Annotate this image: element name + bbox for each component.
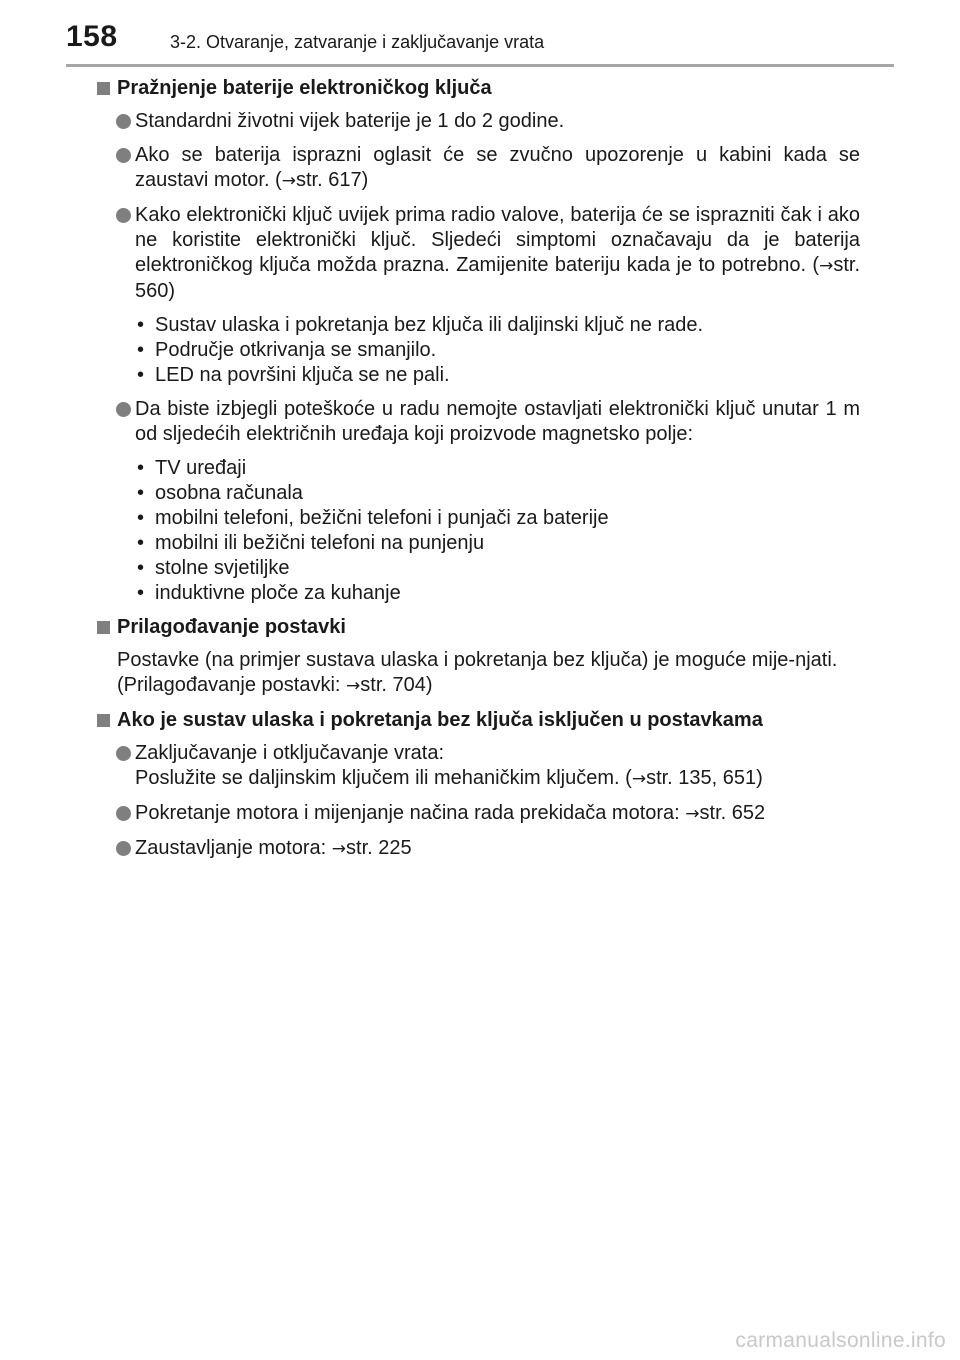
watermark: carmanualsonline.info <box>735 1329 946 1352</box>
item-text: TV uređaji <box>155 457 247 479</box>
square-bullet-icon <box>97 82 110 95</box>
arrow-right-icon: → <box>631 769 647 789</box>
header-divider <box>66 64 894 67</box>
square-bullet-icon <box>97 621 110 634</box>
arrow-right-icon: → <box>685 804 700 824</box>
page-number: 158 <box>66 20 118 53</box>
list-item <box>97 143 860 194</box>
item-text: osobna računala <box>155 482 303 504</box>
list-item <box>135 531 860 556</box>
list-item <box>97 109 860 134</box>
item-text: Da biste izbjegli poteškoće u radu nemojte ostavljati elektronički ključ unutar 1 m od sljedećih električnih uređaja koji proizvode magnetsko polje: <box>135 398 860 445</box>
list-item <box>97 741 860 792</box>
device-list <box>97 456 860 606</box>
page-reference: str. 225 <box>346 837 412 859</box>
settings-paragraph <box>97 648 860 699</box>
page-reference: str. 560) <box>135 254 860 302</box>
list-item <box>135 338 860 363</box>
paragraph-text: Postavke (na primjer sustava ulaska i pokretanja bez ključa) je moguće mije-njati. <box>117 649 838 671</box>
circle-bullet-icon <box>116 402 131 417</box>
bullet-icon: • <box>137 532 145 554</box>
list-item <box>97 801 860 827</box>
item-text: mobilni ili bežični telefoni na punjenju <box>155 532 485 554</box>
page-content <box>97 76 860 871</box>
bullet-icon: • <box>137 339 145 361</box>
list-item <box>135 363 860 388</box>
item-text: stolne svjetiljke <box>155 557 290 579</box>
bullet-icon: • <box>137 582 145 604</box>
circle-bullet-icon <box>116 114 131 129</box>
bullet-icon: • <box>137 314 145 336</box>
list-item <box>135 313 860 338</box>
page-reference: str. 135, 651) <box>646 767 763 789</box>
section-heading-settings <box>97 615 860 640</box>
page-reference: str. 652 <box>699 802 766 824</box>
circle-bullet-icon <box>116 746 131 761</box>
list-item <box>97 397 860 447</box>
list-item <box>135 506 860 531</box>
circle-bullet-icon <box>116 208 131 223</box>
section-heading-battery <box>97 76 860 101</box>
list-item <box>135 456 860 481</box>
section-heading-text: Prilagođavanje postavki <box>117 616 346 638</box>
item-text: Zaključavanje i otključavanje vrata: <box>135 742 445 764</box>
arrow-right-icon: → <box>819 256 834 276</box>
list-item <box>135 556 860 581</box>
circle-bullet-icon <box>116 841 131 856</box>
item-text: Standardni životni vijek baterije je 1 do 2 godine. <box>135 110 565 132</box>
square-bullet-icon <box>97 714 110 727</box>
item-text: Zaustavljanje motora: <box>135 837 332 859</box>
section-heading-disabled <box>97 708 860 733</box>
list-item <box>97 836 860 862</box>
circle-bullet-icon <box>116 148 131 163</box>
item-text: Sustav ulaska i pokretanja bez ključa ili daljinski ključ ne rade. <box>155 314 704 336</box>
chapter-title: 3-2. Otvaranje, zatvaranje i zaključavanje vrata <box>170 32 545 52</box>
paragraph-text: (Prilagođavanje postavki: <box>117 674 347 696</box>
page-reference: str. 704) <box>360 674 433 696</box>
item-text: Poslužite se daljinskim ključem ili mehaničkim ključem. ( <box>135 767 632 789</box>
bullet-icon: • <box>137 507 145 529</box>
arrow-right-icon: → <box>331 839 347 859</box>
item-text: mobilni telefoni, bežični telefoni i punjači za baterije <box>155 507 609 529</box>
circle-bullet-icon <box>116 806 131 821</box>
list-item <box>135 581 860 606</box>
arrow-right-icon: → <box>346 676 361 696</box>
item-text: Pokretanje motora i mijenjanje načina rada prekidača motora: <box>135 802 686 824</box>
section-heading-text: Pražnjenje baterije elektroničkog ključa <box>117 77 492 99</box>
list-item <box>97 203 860 304</box>
item-text: Kako elektronički ključ uvijek prima radio valove, baterija će se isprazniti čak i ako ne koristite elektronički ključ. Sljedeći simptomi označavaju da je baterija elektroničkog ključa možda prazna. Zamijenite bateriju kada je to potrebno. ( <box>135 204 860 276</box>
arrow-right-icon: → <box>281 171 296 191</box>
item-text: LED na površini ključa se ne pali. <box>155 364 450 386</box>
item-text: Područje otkrivanja se smanjilo. <box>155 339 437 361</box>
page-reference: str. 617) <box>295 169 369 191</box>
bullet-icon: • <box>137 557 145 579</box>
item-text: Ako se baterija isprazni oglasit će se zvučno upozorenje u kabini kada se zaustavi motor. ( <box>135 144 860 191</box>
page-header <box>0 0 960 66</box>
bullet-icon: • <box>137 482 145 504</box>
symptom-list <box>97 313 860 388</box>
bullet-icon: • <box>137 457 145 479</box>
bullet-icon: • <box>137 364 145 386</box>
section-heading-text: Ako je sustav ulaska i pokretanja bez ključa isključen u postavkama <box>117 709 763 731</box>
item-text: induktivne ploče za kuhanje <box>155 582 401 604</box>
list-item <box>135 481 860 506</box>
